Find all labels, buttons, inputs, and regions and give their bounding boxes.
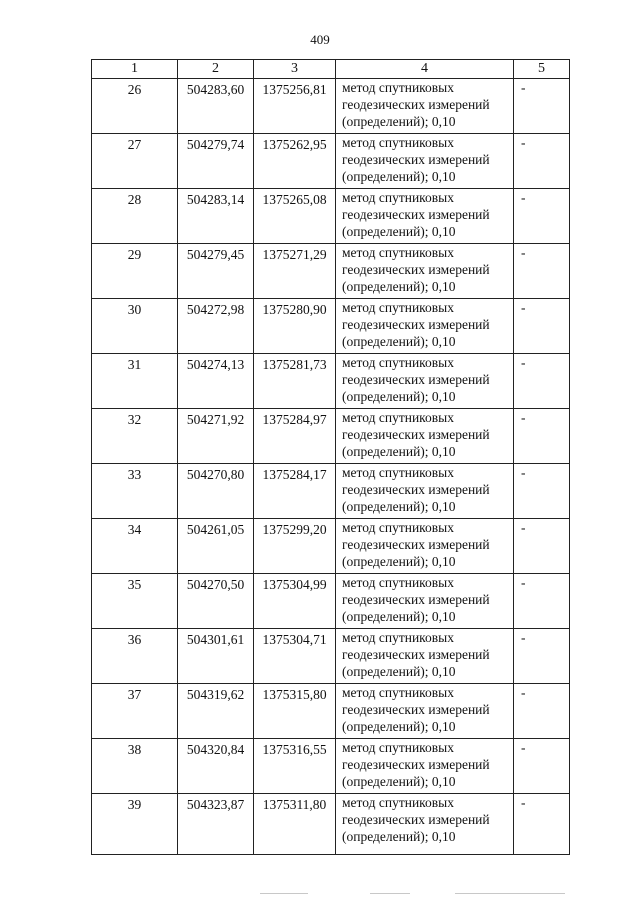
note-cell: - [514, 244, 570, 299]
method-line: метод спутниковых [342, 520, 454, 535]
note-cell: - [514, 464, 570, 519]
x-coordinate-cell: 504270,50 [178, 574, 254, 629]
point-number-cell: 31 [92, 354, 178, 409]
y-coordinate-cell: 1375284,17 [254, 464, 336, 519]
table-row [92, 739, 570, 794]
method-cell [336, 354, 514, 409]
method-line: геодезических измерений [342, 647, 490, 662]
x-coordinate-cell: 504283,14 [178, 189, 254, 244]
method-line: метод спутниковых [342, 685, 454, 700]
method-line: метод спутниковых [342, 795, 454, 810]
table-row [92, 684, 570, 739]
table-row [92, 134, 570, 189]
point-number-cell: 36 [92, 629, 178, 684]
method-cell [336, 299, 514, 354]
note-cell: - [514, 79, 570, 134]
y-coordinate-cell: 1375280,90 [254, 299, 336, 354]
y-coordinate-cell: 1375316,55 [254, 739, 336, 794]
method-cell [336, 629, 514, 684]
table-row [92, 464, 570, 519]
x-coordinate-cell: 504279,45 [178, 244, 254, 299]
coordinates-table [91, 59, 570, 855]
table-row [92, 244, 570, 299]
header-col-4: 4 [336, 60, 514, 79]
y-coordinate-cell: 1375304,71 [254, 629, 336, 684]
method-line: метод спутниковых [342, 630, 454, 645]
table-row [92, 409, 570, 464]
method-line: метод спутниковых [342, 355, 454, 370]
method-line: геодезических измерений [342, 537, 490, 552]
method-line: (определений); 0,10 [342, 499, 456, 514]
method-line: метод спутниковых [342, 465, 454, 480]
method-line: метод спутниковых [342, 575, 454, 590]
x-coordinate-cell: 504320,84 [178, 739, 254, 794]
y-coordinate-cell: 1375265,08 [254, 189, 336, 244]
scan-artifact [370, 893, 410, 894]
method-line: (определений); 0,10 [342, 334, 456, 349]
x-coordinate-cell: 504271,92 [178, 409, 254, 464]
method-line: геодезических измерений [342, 317, 490, 332]
y-coordinate-cell: 1375299,20 [254, 519, 336, 574]
method-line: геодезических измерений [342, 702, 490, 717]
table-row [92, 79, 570, 134]
method-line: геодезических измерений [342, 152, 490, 167]
point-number-cell: 33 [92, 464, 178, 519]
table-row [92, 794, 570, 855]
method-line: метод спутниковых [342, 410, 454, 425]
note-cell: - [514, 134, 570, 189]
note-cell: - [514, 354, 570, 409]
table-body [92, 79, 570, 855]
note-cell: - [514, 299, 570, 354]
method-line: геодезических измерений [342, 372, 490, 387]
point-number-cell: 26 [92, 79, 178, 134]
note-cell: - [514, 794, 570, 855]
header-col-2: 2 [178, 60, 254, 79]
x-coordinate-cell: 504274,13 [178, 354, 254, 409]
y-coordinate-cell: 1375284,97 [254, 409, 336, 464]
method-cell [336, 189, 514, 244]
x-coordinate-cell: 504261,05 [178, 519, 254, 574]
note-cell: - [514, 189, 570, 244]
point-number-cell: 38 [92, 739, 178, 794]
x-coordinate-cell: 504319,62 [178, 684, 254, 739]
method-cell [336, 739, 514, 794]
point-number-cell: 28 [92, 189, 178, 244]
method-cell [336, 409, 514, 464]
table-row [92, 574, 570, 629]
y-coordinate-cell: 1375256,81 [254, 79, 336, 134]
method-line: геодезических измерений [342, 262, 490, 277]
method-line: метод спутниковых [342, 740, 454, 755]
method-cell [336, 794, 514, 855]
header-col-5: 5 [514, 60, 570, 79]
note-cell: - [514, 629, 570, 684]
method-cell [336, 574, 514, 629]
scan-artifact [455, 893, 565, 894]
point-number-cell: 37 [92, 684, 178, 739]
y-coordinate-cell: 1375271,29 [254, 244, 336, 299]
method-line: (определений); 0,10 [342, 224, 456, 239]
method-line: (определений); 0,10 [342, 554, 456, 569]
method-line: метод спутниковых [342, 190, 454, 205]
method-line: (определений); 0,10 [342, 774, 456, 789]
method-line: (определений); 0,10 [342, 609, 456, 624]
method-line: геодезических измерений [342, 97, 490, 112]
method-line: метод спутниковых [342, 80, 454, 95]
method-cell [336, 79, 514, 134]
point-number-cell: 27 [92, 134, 178, 189]
note-cell: - [514, 739, 570, 794]
point-number-cell: 39 [92, 794, 178, 855]
note-cell: - [514, 574, 570, 629]
x-coordinate-cell: 504270,80 [178, 464, 254, 519]
method-line: геодезических измерений [342, 757, 490, 772]
method-cell [336, 519, 514, 574]
method-line: (определений); 0,10 [342, 444, 456, 459]
method-line: (определений); 0,10 [342, 829, 456, 844]
header-col-1: 1 [92, 60, 178, 79]
table-row [92, 189, 570, 244]
method-cell [336, 684, 514, 739]
point-number-cell: 35 [92, 574, 178, 629]
method-line: (определений); 0,10 [342, 279, 456, 294]
method-line: геодезических измерений [342, 207, 490, 222]
method-line: (определений); 0,10 [342, 664, 456, 679]
method-line: (определений); 0,10 [342, 389, 456, 404]
note-cell: - [514, 519, 570, 574]
x-coordinate-cell: 504279,74 [178, 134, 254, 189]
method-line: (определений); 0,10 [342, 719, 456, 734]
table-header-row [92, 60, 570, 79]
table-row [92, 299, 570, 354]
point-number-cell: 32 [92, 409, 178, 464]
x-coordinate-cell: 504301,61 [178, 629, 254, 684]
y-coordinate-cell: 1375281,73 [254, 354, 336, 409]
method-cell [336, 464, 514, 519]
page-number: 409 [310, 32, 330, 47]
x-coordinate-cell: 504323,87 [178, 794, 254, 855]
point-number-cell: 34 [92, 519, 178, 574]
table-row [92, 629, 570, 684]
scan-artifact [260, 893, 308, 894]
method-cell [336, 134, 514, 189]
table-row [92, 354, 570, 409]
point-number-cell: 30 [92, 299, 178, 354]
y-coordinate-cell: 1375262,95 [254, 134, 336, 189]
x-coordinate-cell: 504283,60 [178, 79, 254, 134]
note-cell: - [514, 409, 570, 464]
method-line: (определений); 0,10 [342, 169, 456, 184]
header-col-3: 3 [254, 60, 336, 79]
y-coordinate-cell: 1375311,80 [254, 794, 336, 855]
table-row [92, 519, 570, 574]
method-line: геодезических измерений [342, 592, 490, 607]
method-line: геодезических измерений [342, 812, 490, 827]
x-coordinate-cell: 504272,98 [178, 299, 254, 354]
note-cell: - [514, 684, 570, 739]
y-coordinate-cell: 1375315,80 [254, 684, 336, 739]
method-line: (определений); 0,10 [342, 114, 456, 129]
method-line: метод спутниковых [342, 245, 454, 260]
point-number-cell: 29 [92, 244, 178, 299]
method-cell [336, 244, 514, 299]
method-line: метод спутниковых [342, 300, 454, 315]
method-line: метод спутниковых [342, 135, 454, 150]
method-line: геодезических измерений [342, 482, 490, 497]
method-line: геодезических измерений [342, 427, 490, 442]
y-coordinate-cell: 1375304,99 [254, 574, 336, 629]
